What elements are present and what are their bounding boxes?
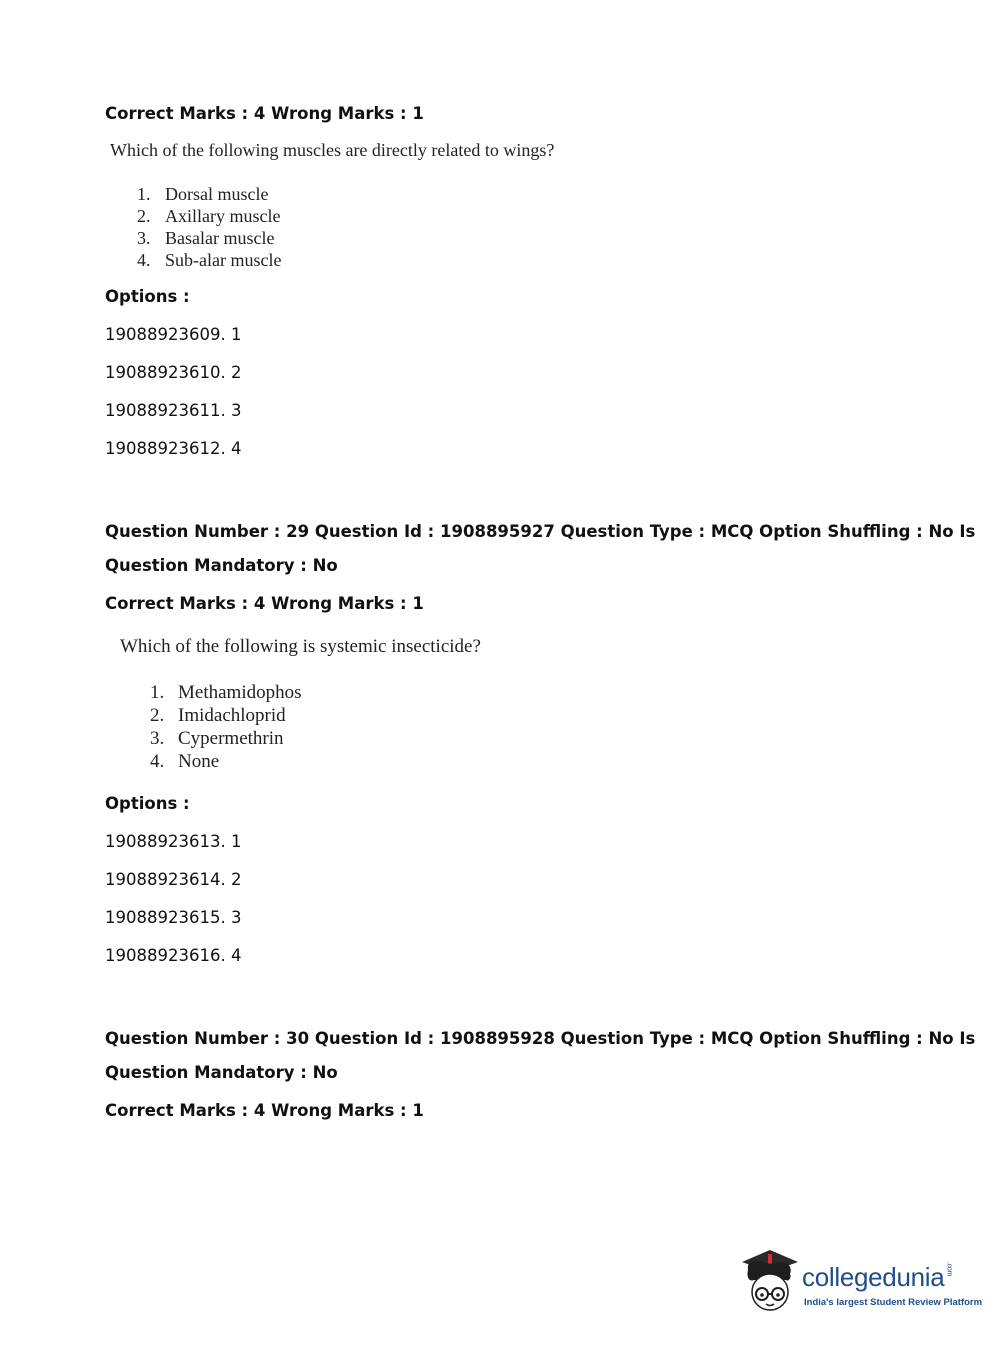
- q29-options-label: Options :: [105, 794, 190, 813]
- logo-wordmark: collegedunia.com: [802, 1262, 953, 1292]
- list-item: 4. Sub-alar muscle: [137, 250, 282, 270]
- q29-header-line2: Question Mandatory : No: [105, 556, 338, 575]
- q28-marks: Correct Marks : 4 Wrong Marks : 1: [105, 104, 424, 123]
- q28-option-4: 19088923612. 4: [105, 439, 242, 458]
- q28-item-list: [137, 183, 281, 271]
- logo-tagline: India's largest Student Review Platform: [804, 1297, 983, 1308]
- list-item: 3. Basalar muscle: [137, 228, 275, 248]
- list-item: 3. Cypermethrin: [150, 728, 284, 749]
- q28-option-3: 19088923611. 3: [105, 401, 242, 420]
- list-item: 1. Dorsal muscle: [137, 184, 269, 204]
- q28-option-2: 19088923610. 2: [105, 363, 242, 382]
- q28-question-text: Which of the following muscles are directly related to wings?: [110, 140, 555, 160]
- q29-question-text: Which of the following is systemic insecticide?: [120, 636, 481, 657]
- list-item: 4. None: [150, 751, 220, 772]
- q28-option-1: 19088923609. 1: [105, 325, 242, 344]
- list-item: 2. Axillary muscle: [137, 206, 281, 226]
- list-item: 1. Methamidophos: [150, 682, 302, 703]
- q29-marks: Correct Marks : 4 Wrong Marks : 1: [105, 594, 424, 613]
- q30-header-line2: Question Mandatory : No: [105, 1063, 338, 1082]
- q29-option-1: 19088923613. 1: [105, 832, 242, 851]
- q29-option-4: 19088923616. 4: [105, 946, 242, 965]
- mascot-logo-icon: [740, 1248, 802, 1318]
- list-item: 2. Imidachloprid: [150, 705, 286, 726]
- q29-option-2: 19088923614. 2: [105, 870, 242, 889]
- q29-header-line1: Question Number : 29 Question Id : 1908895927 Question Type : MCQ Option Shuffling : No Is: [105, 522, 976, 541]
- q29-item-list: [150, 681, 302, 773]
- q30-header-line1: Question Number : 30 Question Id : 1908895928 Question Type : MCQ Option Shuffling : No Is: [105, 1029, 976, 1048]
- q28-options-label: Options :: [105, 287, 190, 306]
- q30-marks: Correct Marks : 4 Wrong Marks : 1: [105, 1101, 424, 1120]
- q29-option-3: 19088923615. 3: [105, 908, 242, 927]
